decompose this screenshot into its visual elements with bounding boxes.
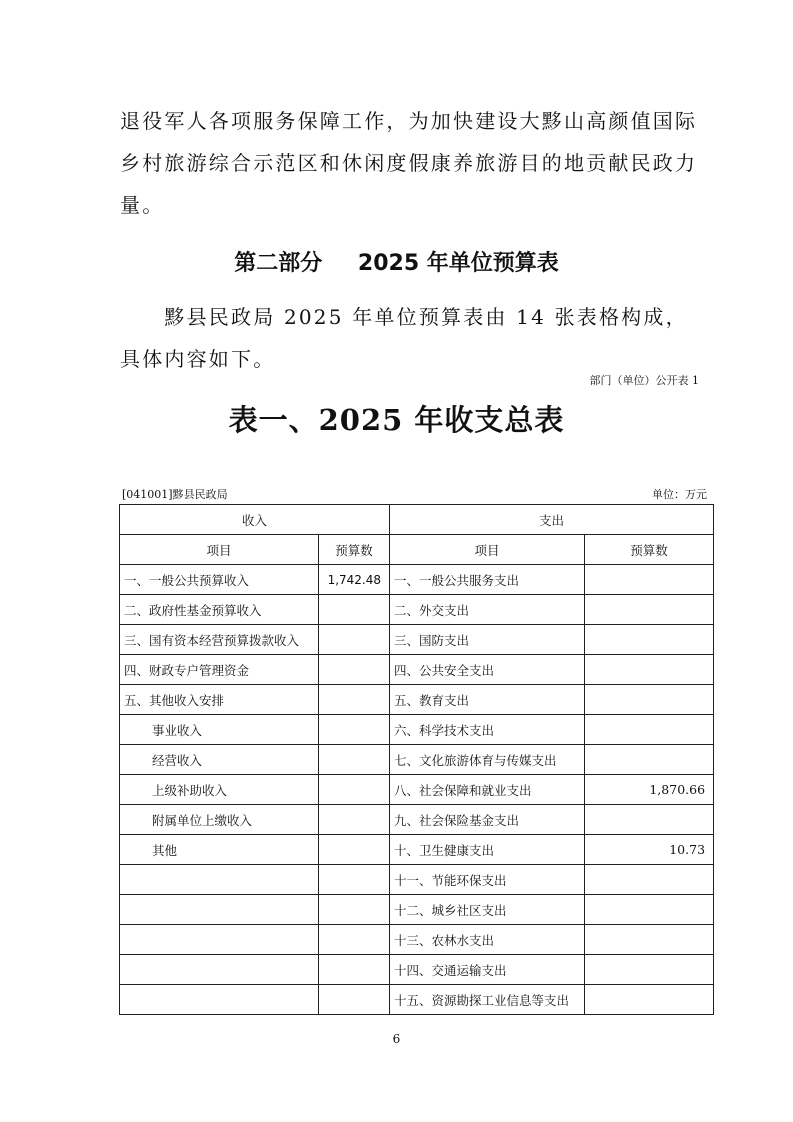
expenditure-value-cell — [585, 625, 714, 655]
expenditure-item-cell: 七、文化旅游体育与传媒支出 — [390, 745, 585, 775]
expenditure-value-cell: 10.73 — [585, 835, 714, 865]
part-title-text: 2025 年单位预算表 — [357, 251, 559, 276]
expenditure-value-cell — [585, 655, 714, 685]
income-value-cell — [319, 775, 390, 805]
expenditure-item-cell: 二、外交支出 — [390, 595, 585, 625]
income-value-cell — [319, 655, 390, 685]
expenditure-item-cell: 四、公共安全支出 — [390, 655, 585, 685]
expenditure-item-cell: 一、一般公共服务支出 — [390, 565, 585, 595]
income-item-cell: 五、其他收入安排 — [120, 685, 319, 715]
page-number: 6 — [392, 1032, 401, 1046]
income-item-cell: 附属单位上缴收入 — [120, 805, 319, 835]
table-row — [120, 685, 714, 715]
income-item-cell: 事业收入 — [120, 715, 319, 745]
income-value-cell — [319, 865, 390, 895]
expenditure-value-cell — [585, 925, 714, 955]
income-item-cell — [120, 955, 319, 985]
expenditure-value-cell: 1,870.66 — [585, 775, 714, 805]
expenditure-item-cell: 五、教育支出 — [390, 685, 585, 715]
table-row — [120, 655, 714, 685]
income-value-cell: 1,742.48 — [319, 565, 390, 595]
intro-paragraph: 退役军人各项服务保障工作，为加快建设大黟山高颜值国际乡村旅游综合示范区和休闲度假康养旅游目的地贡献民政力量。 — [120, 109, 698, 217]
income-item-cell: 三、国有资本经营预算拨款收入 — [120, 625, 319, 655]
income-item-cell — [120, 865, 319, 895]
income-value-cell — [319, 955, 390, 985]
expenditure-item-cell: 九、社会保险基金支出 — [390, 805, 585, 835]
income-value-cell — [319, 835, 390, 865]
expenditure-value-cell — [585, 595, 714, 625]
income-value-cell — [319, 715, 390, 745]
income-item-cell: 其他 — [120, 835, 319, 865]
expenditure-section-header: 支出 — [390, 505, 714, 535]
income-value-cell — [319, 595, 390, 625]
description-paragraph: 黟县民政局 2025 年单位预算表由 14 张表格构成，具体内容如下。 — [120, 305, 688, 371]
expenditure-value-cell — [585, 715, 714, 745]
budget-summary-table — [119, 504, 714, 1015]
table-row — [120, 985, 714, 1015]
table-row — [120, 595, 714, 625]
column-header-row — [120, 535, 714, 565]
expenditure-value-cell — [585, 985, 714, 1015]
table-row — [120, 715, 714, 745]
table-row — [120, 625, 714, 655]
part-title-prefix: 第二部分 — [234, 251, 323, 276]
income-budget-header: 预算数 — [319, 535, 390, 565]
expenditure-value-cell — [585, 745, 714, 775]
expenditure-value-cell — [585, 565, 714, 595]
income-item-cell — [120, 895, 319, 925]
income-item-header: 项目 — [120, 535, 319, 565]
part-title — [0, 246, 793, 277]
table-row — [120, 835, 714, 865]
table-row — [120, 745, 714, 775]
expenditure-item-cell: 八、社会保障和就业支出 — [390, 775, 585, 805]
table-row — [120, 865, 714, 895]
income-value-cell — [319, 985, 390, 1015]
table-row — [120, 805, 714, 835]
income-item-cell — [120, 925, 319, 955]
income-section-header: 收入 — [120, 505, 390, 535]
expenditure-value-cell — [585, 955, 714, 985]
income-item-cell: 二、政府性基金预算收入 — [120, 595, 319, 625]
expenditure-budget-header: 预算数 — [585, 535, 714, 565]
table-note: 部门（单位）公开表 1 — [589, 374, 699, 387]
expenditure-item-cell: 十五、资源勘探工业信息等支出 — [390, 985, 585, 1015]
table-row — [120, 565, 714, 595]
expenditure-value-cell — [585, 865, 714, 895]
expenditure-item-cell: 三、国防支出 — [390, 625, 585, 655]
expenditure-item-cell: 十二、城乡社区支出 — [390, 895, 585, 925]
income-value-cell — [319, 805, 390, 835]
income-value-cell — [319, 925, 390, 955]
department-code: [041001]黟县民政局 — [122, 488, 228, 501]
income-value-cell — [319, 895, 390, 925]
table-row — [120, 895, 714, 925]
expenditure-item-cell: 十四、交通运输支出 — [390, 955, 585, 985]
expenditure-value-cell — [585, 805, 714, 835]
income-value-cell — [319, 685, 390, 715]
income-item-cell — [120, 985, 319, 1015]
section-header-row — [120, 505, 714, 535]
expenditure-value-cell — [585, 895, 714, 925]
table-row — [120, 925, 714, 955]
expenditure-item-cell: 六、科学技术支出 — [390, 715, 585, 745]
unit-label: 单位：万元 — [652, 488, 707, 501]
income-value-cell — [319, 745, 390, 775]
expenditure-item-cell: 十一、节能环保支出 — [390, 865, 585, 895]
expenditure-item-cell: 十、卫生健康支出 — [390, 835, 585, 865]
income-item-cell: 四、财政专户管理资金 — [120, 655, 319, 685]
table-title: 表一、2025 年收支总表 — [228, 403, 565, 437]
table-row — [120, 955, 714, 985]
expenditure-item-header: 项目 — [390, 535, 585, 565]
income-item-cell: 经营收入 — [120, 745, 319, 775]
income-item-cell: 上级补助收入 — [120, 775, 319, 805]
expenditure-value-cell — [585, 685, 714, 715]
income-item-cell: 一、一般公共预算收入 — [120, 565, 319, 595]
income-value-cell — [319, 625, 390, 655]
table-row — [120, 775, 714, 805]
expenditure-item-cell: 十三、农林水支出 — [390, 925, 585, 955]
